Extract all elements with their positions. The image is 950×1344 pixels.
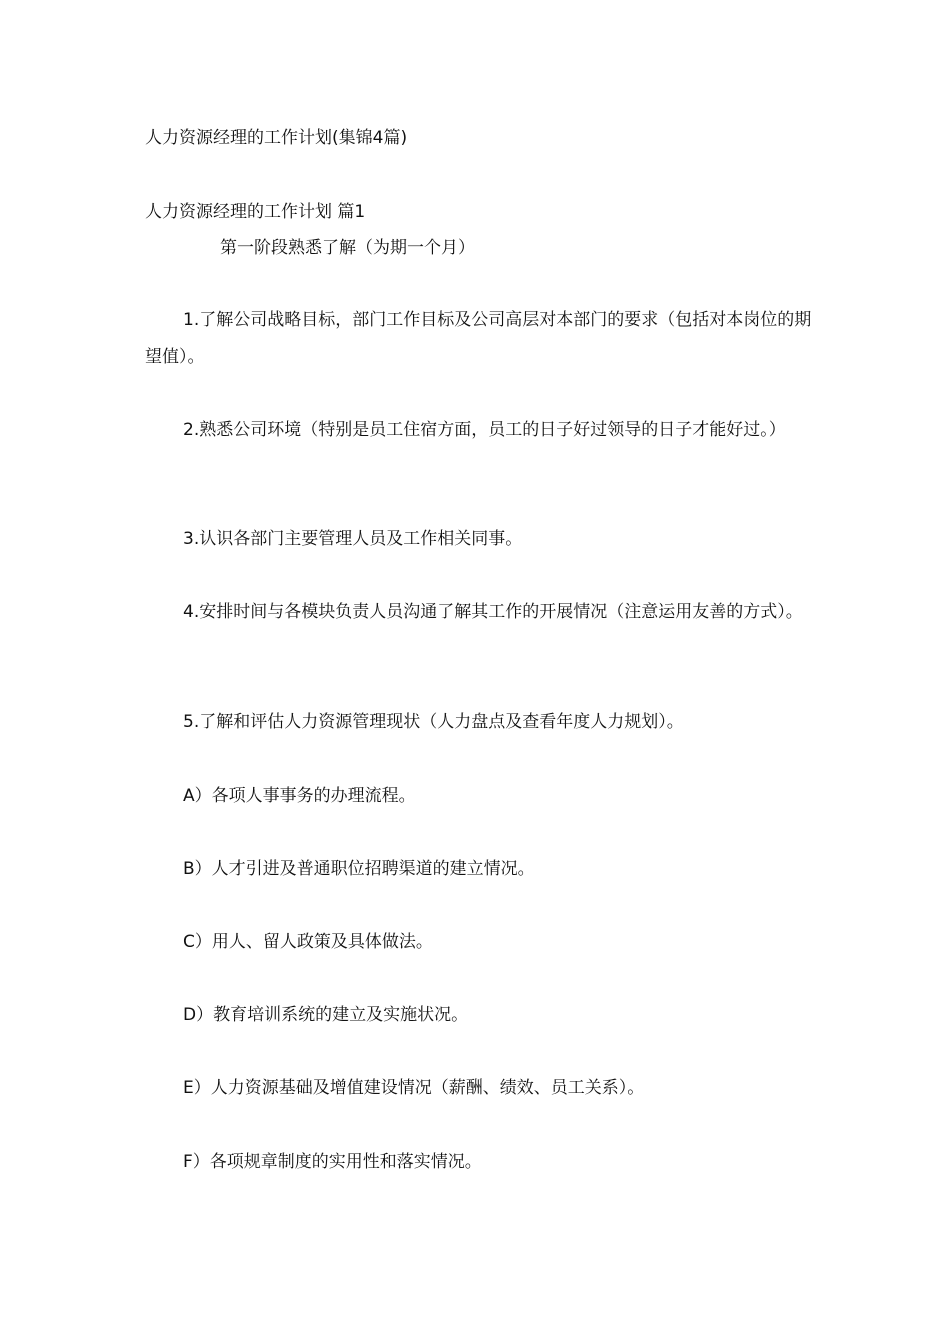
list-item: 5.了解和评估人力资源管理现状（人力盘点及查看年度人力规划）。: [183, 712, 684, 732]
sub-list-item: D）教育培训系统的建立及实施状况。: [183, 1005, 469, 1025]
list-item: 4.安排时间与各模块负责人员沟通了解其工作的开展情况（注意运用友善的方式）。: [183, 602, 803, 622]
section-heading: 人力资源经理的工作计划 篇1: [145, 202, 366, 222]
sub-list-item: E）人力资源基础及增值建设情况（薪酬、绩效、员工关系）。: [183, 1078, 645, 1098]
list-item: 2.熟悉公司环境（特别是员工住宿方面，员工的日子好过领导的日子才能好过。）: [183, 420, 786, 440]
phase-heading: 第一阶段熟悉了解（为期一个月）: [220, 238, 475, 258]
sub-list-item: B）人才引进及普通职位招聘渠道的建立情况。: [183, 859, 535, 879]
sub-list-item: C）用人、留人政策及具体做法。: [183, 932, 433, 952]
list-item: 3.认识各部门主要管理人员及工作相关同事。: [183, 529, 523, 549]
sub-list-item: A）各项人事事务的办理流程。: [183, 786, 416, 806]
sub-list-item: F）各项规章制度的实用性和落实情况。: [183, 1152, 482, 1172]
list-item: 1.了解公司战略目标，部门工作目标及公司高层对本部门的要求（包括对本岗位的期望值）。: [145, 310, 812, 367]
document-title: 人力资源经理的工作计划(集锦4篇): [145, 128, 408, 148]
